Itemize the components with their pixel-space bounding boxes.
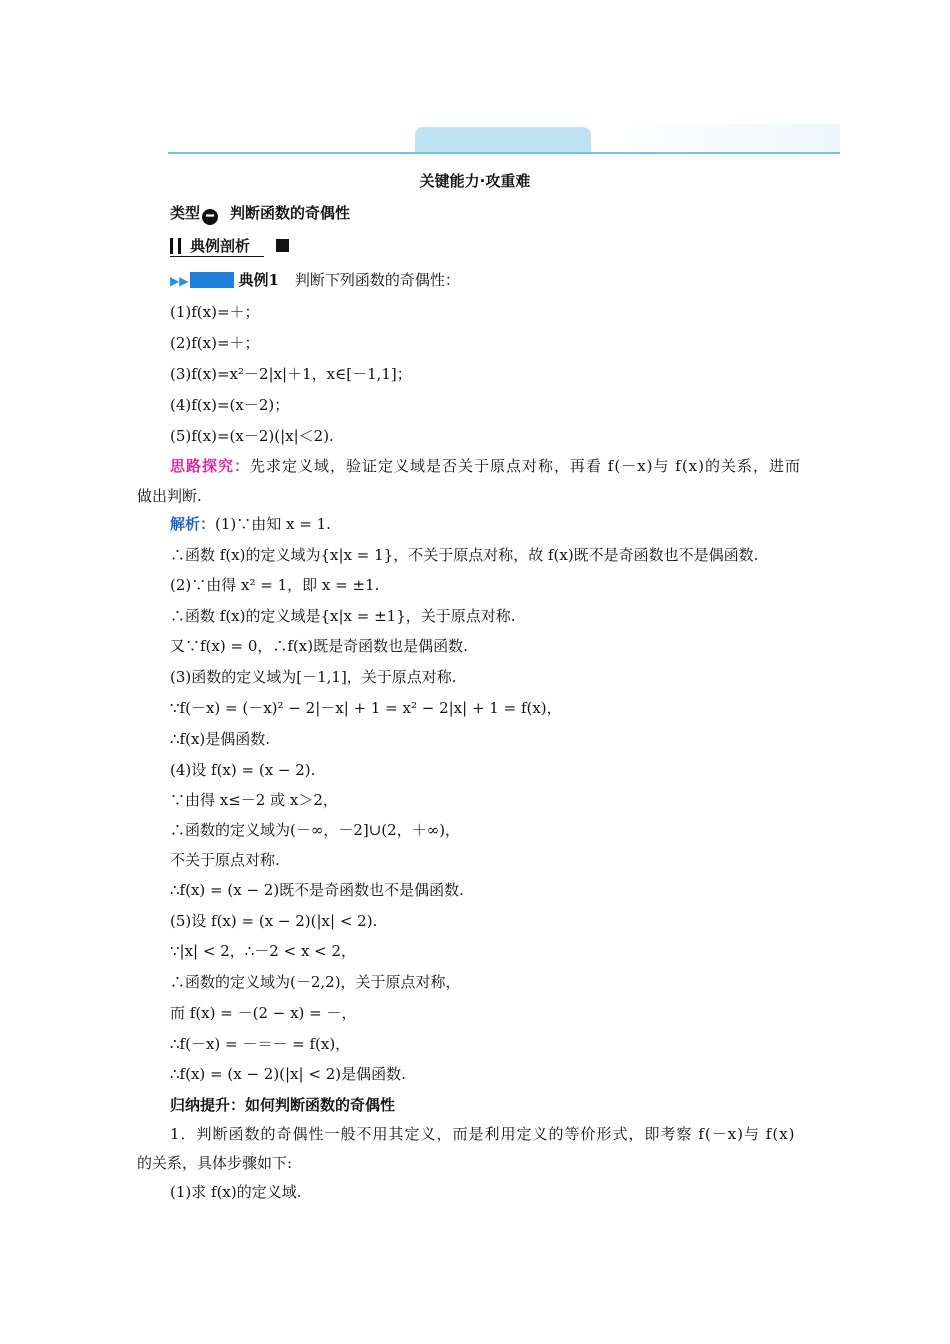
type-heading xyxy=(170,203,350,225)
approach-label: 思路探究： xyxy=(170,457,251,475)
solution-line: ∵由得 x≤－2 或 x＞2， xyxy=(170,791,338,809)
solution-line: (3)函数的定义域为[－1,1]，关于原点对称. xyxy=(170,668,457,686)
solution-line: 不关于原点对称. xyxy=(170,851,280,869)
example1-text: 判断下列函数的奇偶性： xyxy=(294,271,460,289)
example1-line xyxy=(170,270,460,291)
solution-line: ∴函数的定义域为(－2,2)，关于原点对称， xyxy=(170,973,461,991)
example-analysis-label: 典例剖析 xyxy=(190,237,251,255)
problem-item: (1)f(x)=＋； xyxy=(170,303,260,321)
type-prefix: 类型 xyxy=(170,204,201,222)
summary-line1: 1．判断函数的奇偶性一般不用其定义，而是利用定义的等价形式，即考察 f(－x)与 f(x) xyxy=(170,1125,796,1143)
approach-line1 xyxy=(170,456,801,476)
solution-label: 解析： xyxy=(170,515,216,533)
solution-line: ∴f(x) = (x − 2)既不是奇函数也不是偶函数. xyxy=(170,881,464,899)
solution-line: ∴f(－x) = －＝－ = f(x)， xyxy=(170,1035,351,1053)
solution-line: 又∵f(x) = 0，∴f(x)既是奇函数也是偶函数. xyxy=(170,637,468,655)
type-number-badge: ━ xyxy=(202,209,218,225)
double-arrow-icon: ▶▶ xyxy=(170,274,189,288)
problem-item: (5)f(x)=(x－2)(|x|＜2). xyxy=(170,427,334,445)
solution-first: (1)∵由知 x = 1. xyxy=(215,515,331,533)
solution-line: ∴f(x)是偶函数. xyxy=(170,730,271,748)
example-analysis-heading xyxy=(170,236,289,256)
solution-line: ∴函数 f(x)的定义域是{x|x = ±1}，关于原点对称. xyxy=(170,607,516,625)
solution-line: ∴函数 f(x)的定义域为{x|x = 1}，不关于原点对称，故 f(x)既不是奇函数也不是偶函数. xyxy=(170,546,759,564)
approach-line2: 做出判断. xyxy=(137,487,202,505)
square-icon xyxy=(276,239,289,252)
problem-item: (3)f(x)=x²－2|x|＋1，x∈[－1,1]； xyxy=(170,365,412,383)
solution-line: ∵f(－x) = (－x)² − 2|－x| + 1 = x² − 2|x| + 1 = f(x)， xyxy=(170,699,562,717)
summary-line2: 的关系，具体步骤如下: xyxy=(137,1154,293,1172)
approach-text: 先求定义域，验证定义域是否关于原点对称，再看 f(－x)与 f(x)的关系，进而 xyxy=(250,457,801,475)
solution-first-line xyxy=(170,514,331,534)
example-tag-bar xyxy=(190,272,234,288)
example1-label: 典例1 xyxy=(238,271,279,289)
section-title: 关键能力·攻重难 xyxy=(419,172,531,190)
bars-icon xyxy=(170,236,186,256)
solution-line: (2)∵由得 x² = 1，即 x = ±1. xyxy=(170,576,380,594)
solution-line: (4)设 f(x) = (x − 2). xyxy=(170,761,316,779)
summary-line3: (1)求 f(x)的定义域. xyxy=(170,1183,302,1201)
header-tab xyxy=(415,127,591,153)
problem-item: (4)f(x)=(x－2)； xyxy=(170,396,290,414)
solution-line: (5)设 f(x) = (x − 2)(|x| < 2). xyxy=(170,912,378,930)
solution-line: ∴f(x) = (x − 2)(|x| < 2)是偶函数. xyxy=(170,1065,406,1083)
type-text: 判断函数的奇偶性 xyxy=(230,204,351,222)
solution-line: ∵|x| < 2，∴－2 < x < 2， xyxy=(170,942,357,960)
problem-item: (2)f(x)=＋； xyxy=(170,334,260,352)
solution-line: ∴函数的定义域为(－∞，－2]∪(2，＋∞)， xyxy=(170,821,461,839)
header-decoration xyxy=(600,124,840,152)
header-rule xyxy=(168,152,840,154)
summary-heading: 归纳提升：如何判断函数的奇偶性 xyxy=(170,1096,396,1114)
solution-line: 而 f(x) = －(2 − x) = －， xyxy=(170,1004,357,1022)
